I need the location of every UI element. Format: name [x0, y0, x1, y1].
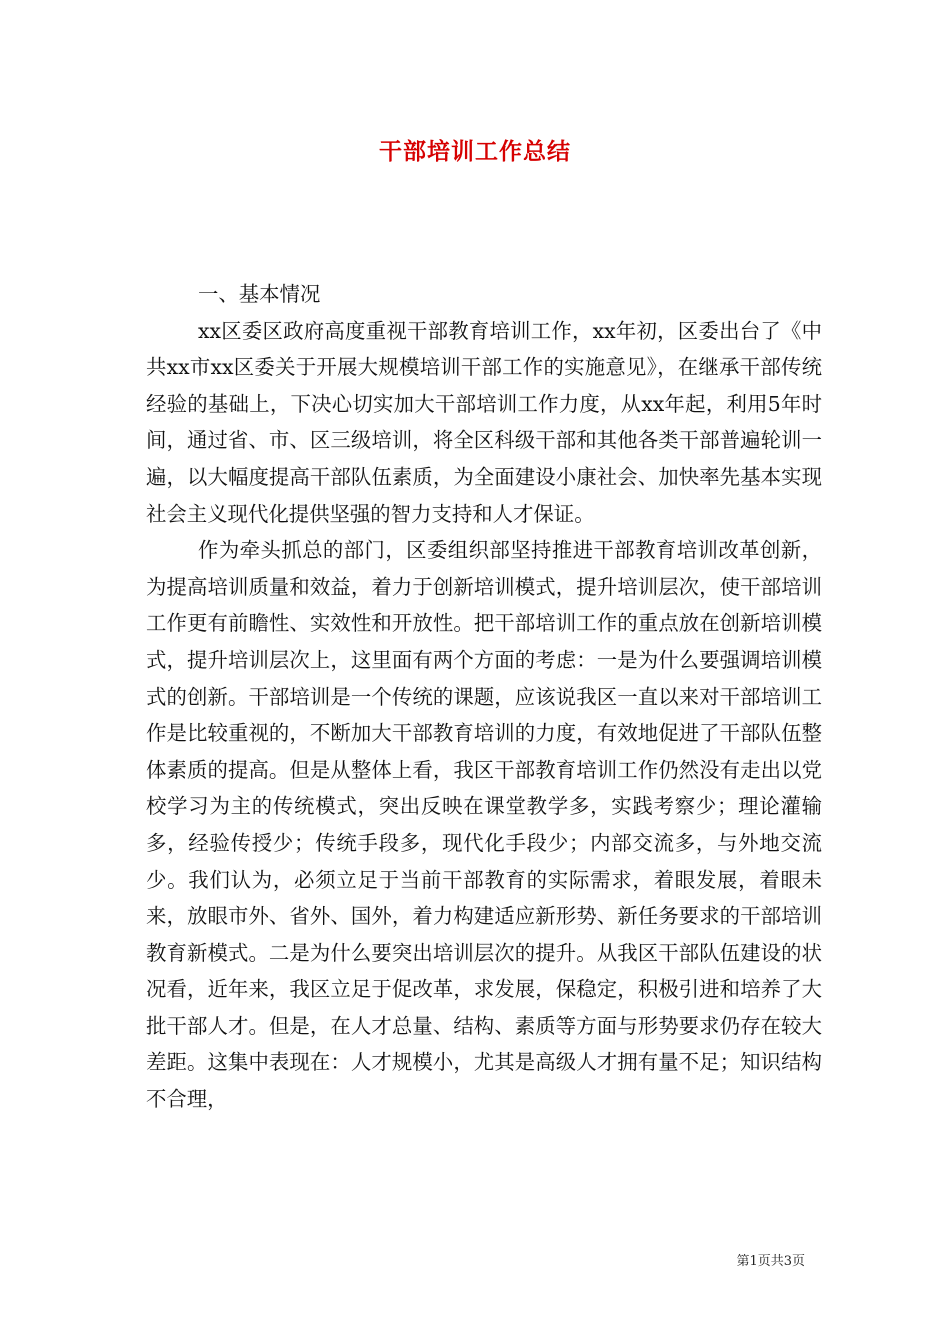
paragraph-2: 作为牵头抓总的部门，区委组织部坚持推进干部教育培训改革创新，为提高培训质量和效益，着力于创新培训模式，提升培训层次，使干部培训工作更有前瞻性、实效性和开放性。把干部培训工作的重点放在创新培训模式，提升培训层次上，这里面有两个方面的考虑：一是为什么要强调培训模式的创新。干部培训是一个传统的课题，应该说我区一直以来对干部培训工作是比较重视的，不断加大干部教育培训的力度，有效地促进了干部队伍整体素质的提高。但是从整体上看，我区干部教育培训工作仍然没有走出以党校学习为主的传统模式，突出反映在课堂教学多，实践考察少；理论灌输多，经验传授少；传统手段多，现代化手段少；内部交流多，与外地交流少。我们认为，必须立足于当前干部教育的实际需求，着眼发展，着眼未来，放眼市外、省外、国外，着力构建适应新形势、新任务要求的干部培训教育新模式。二是为什么要突出培训层次的提升。从我区干部队伍建设的状况看，近年来，我区立足于促改革，求发展，保稳定，积极引进和培养了大批干部人才。但是，在人才总量、结构、素质等方面与形势要求仍存在较大差距。这集中表现在：人才规模小，尤其是高级人才拥有量不足；知识结构不合理， — [146, 538, 822, 1112]
paragraph-1: xx区委区政府高度重视干部教育培训工作，xx年初，区委出台了《中共xx市xx区委关于开展大规模培训干部工作的实施意见》，在继承干部传统经验的基础上，下决心切实加大干部培训工作力度，从xx年起，利用5年时间，通过省、市、区三级培训，将全区科级干部和其他各类干部普遍轮训一遍，以大幅度提高干部队伍素质，为全面建设小康社会、加快率先基本实现社会主义现代化提供坚强的智力支持和人才保证。 — [146, 318, 822, 526]
page-number: 第1页共3页 — [736, 1254, 805, 1269]
document-title: 干部培训工作总结 — [379, 138, 571, 165]
section-heading: 一、基本情况 — [198, 282, 321, 306]
document-body — [146, 276, 822, 1118]
